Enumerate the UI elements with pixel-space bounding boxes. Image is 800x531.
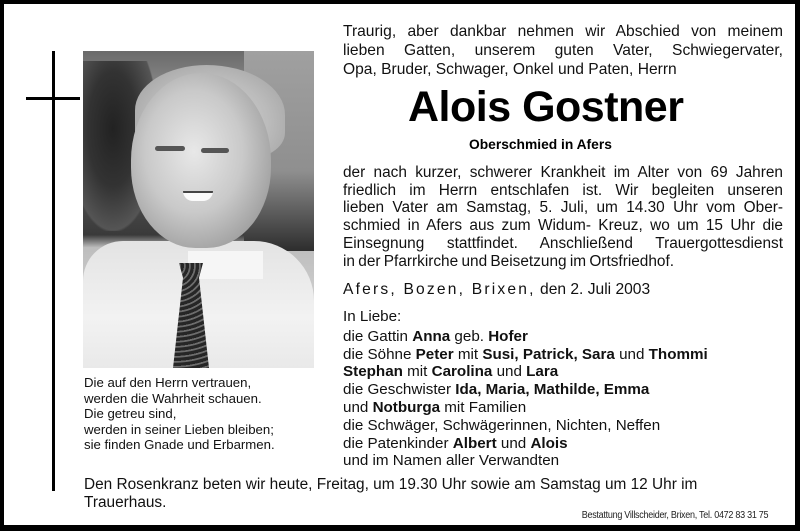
cross-icon <box>52 51 55 491</box>
mourner-name: Hofer <box>488 327 528 345</box>
mourner-text: die Schwäger, Schwägerinnen, Nichten, Neffen <box>343 416 661 434</box>
mourner-line <box>343 417 783 435</box>
verse-line: werden die Wahrheit schauen. <box>84 390 262 406</box>
mourner-name: Thommi <box>648 345 708 363</box>
mourner-name: Ida, Maria, Mathilde, Emma <box>455 381 650 399</box>
verse-line: Die getreu sind, <box>84 406 177 422</box>
mourner-line <box>343 363 783 381</box>
funeral-home-credit: Bestattung Villscheider, Brixen, Tel. 0472 83 31 75 <box>581 510 768 521</box>
mourner-text: die Gattin <box>343 327 413 345</box>
verse-line: werden in seiner Lieben bleiben; <box>84 421 274 437</box>
verse-line: sie finden Gnade und Erbarmen. <box>84 437 275 453</box>
mourner-name: Alois <box>530 434 568 452</box>
intro-line: Opa, Bruder, Schwager, Onkel und Paten, Herrn <box>343 61 677 78</box>
mourner-text: geb. <box>450 327 489 345</box>
mourner-name: Susi, Patrick, Sara <box>482 345 615 363</box>
mourner-name: Carolina <box>431 363 493 381</box>
intro-line: Traurig, aber dankbar nehmen wir Abschied von meinem <box>343 23 783 40</box>
body-line: der nach kurzer, schwerer Krankheit im Alter von 69 Jahren <box>343 164 783 181</box>
mourner-text: und <box>496 434 531 452</box>
dateline-places: Afers, Bozen, Brixen, <box>343 281 536 298</box>
mourner-name: Anna <box>412 327 451 345</box>
mourner-text: und <box>492 363 527 381</box>
verse-line: Die auf den Herrn vertrauen, <box>84 375 252 390</box>
body-line: in der Pfarrkirche und Beisetzung im Ortsfriedhof. <box>343 252 675 270</box>
dateline-date: den 2. Juli 2003 <box>540 281 651 298</box>
mourner-text: die Patenkinder <box>343 434 453 452</box>
mourner-text: und im Namen aller Verwandten <box>343 452 560 470</box>
portrait-photo <box>83 51 314 368</box>
mourner-line <box>343 328 783 346</box>
mourner-lines <box>343 328 783 470</box>
mourner-text: mit <box>453 345 483 363</box>
mourner-text: mit <box>402 363 432 381</box>
dateline <box>343 281 783 299</box>
mourners-list <box>343 308 783 470</box>
body-line: lieben Vater am Samstag, 5. Juli, um 14.30 Uhr vom Ober- <box>343 199 783 217</box>
intro-line: lieben Gatten, unserem guten Vater, Schwiegervater, <box>343 42 783 59</box>
body-line: schmied in Afers aus zum Widum- Kreuz, wo um 15 Uhr die <box>343 217 783 235</box>
mourner-name: Notburga <box>372 398 441 416</box>
mourner-line <box>343 381 783 399</box>
announcement-paragraph <box>343 164 783 270</box>
mourner-line <box>343 399 783 417</box>
intro-paragraph <box>343 22 783 79</box>
mourners-heading: In Liebe: <box>343 308 402 325</box>
mourner-text: die Geschwister <box>343 381 456 399</box>
body-line: Einsegnung stattfindet. Anschließend Trauergottesdienst <box>343 234 783 252</box>
mourner-line <box>343 346 783 364</box>
body-line: friedlich im Herrn entschlafen ist. Wir begleiten unseren <box>343 181 783 199</box>
deceased-title: Oberschmied in Afers <box>469 137 612 152</box>
mourner-text: die Söhne <box>343 345 416 363</box>
deceased-name: Alois Gostner <box>408 83 684 131</box>
mourner-text: mit Familien <box>440 398 527 416</box>
rosary-announcement: Den Rosenkranz beten wir heute, Freitag, um 19.30 Uhr sowie am Samstag um 12 Uhr im Trauerhaus. <box>84 476 698 511</box>
photo-eyebrow <box>155 146 185 151</box>
mourner-text: und <box>614 345 649 363</box>
mourner-line <box>343 435 783 453</box>
cross-icon-bar <box>26 97 80 100</box>
mourner-name: Peter <box>415 345 454 363</box>
photo-eyebrow <box>201 148 229 153</box>
bible-verse <box>84 375 275 453</box>
mourner-name: Albert <box>452 434 497 452</box>
mourner-line <box>343 452 783 470</box>
mourner-name: Stephan <box>343 363 403 381</box>
mourner-name: Lara <box>526 363 559 381</box>
photo-face <box>131 73 271 248</box>
mourner-text: und <box>343 398 373 416</box>
